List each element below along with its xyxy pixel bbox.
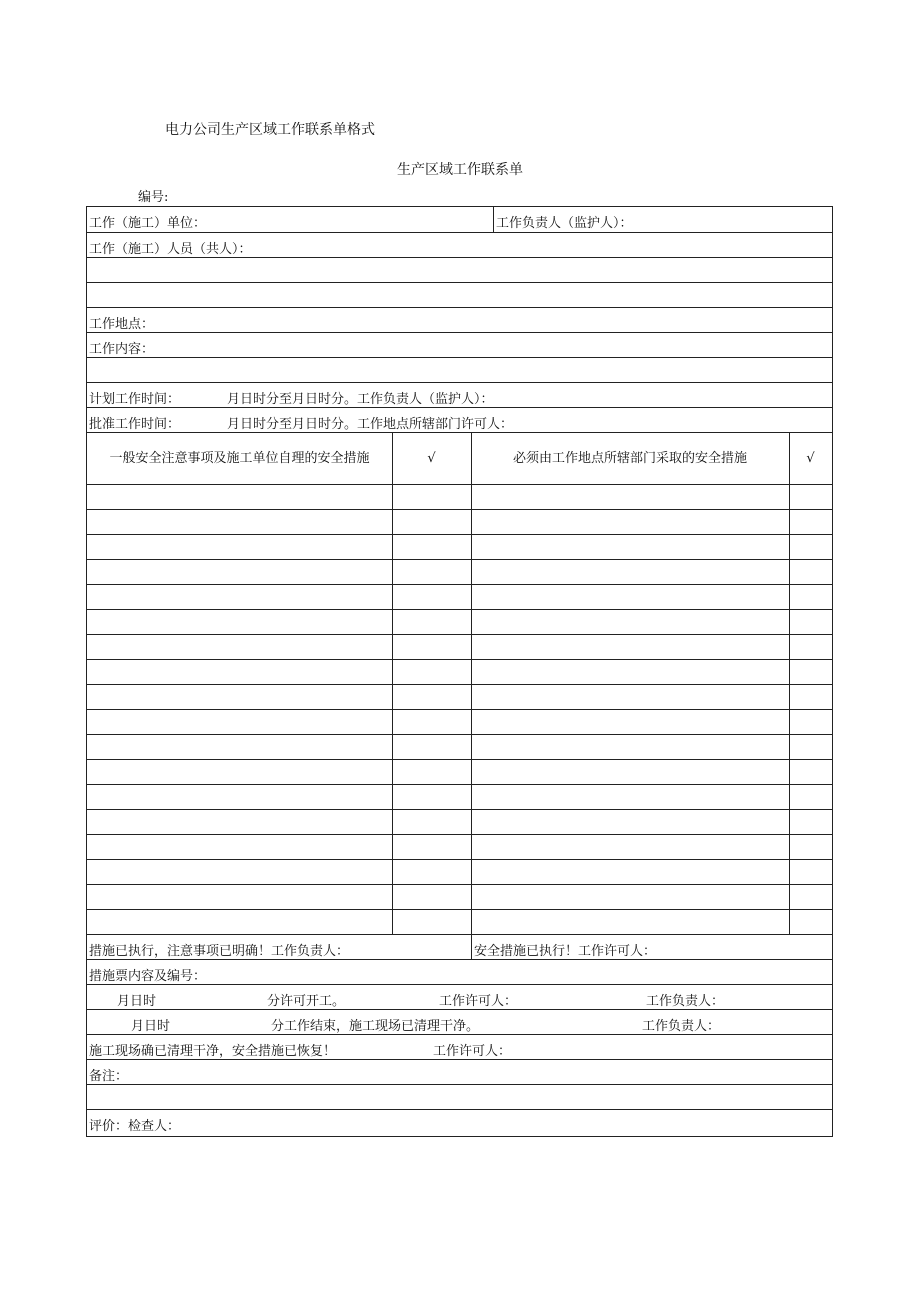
check-cell-1[interactable] [392,910,471,934]
blank-row[interactable] [86,358,833,383]
remark-row [86,1060,833,1085]
department-measure-cell[interactable] [471,785,789,809]
measure-row [86,585,833,610]
plan-time-label: 计划工作时间： [89,392,181,407]
check-cell-2[interactable] [789,535,832,559]
check-cell-1[interactable] [392,785,471,809]
department-measure-cell[interactable] [471,610,789,634]
content-row [86,333,833,358]
check-cell-1[interactable] [392,860,471,884]
department-measure-cell[interactable] [471,910,789,934]
measure-row [86,685,833,710]
check-cell-1[interactable] [392,510,471,534]
general-measure-cell[interactable] [87,635,392,659]
check-cell-2[interactable] [789,585,832,609]
measure-row [86,535,833,560]
department-measure-cell[interactable] [471,710,789,734]
check-cell-1[interactable] [392,760,471,784]
measure-row [86,635,833,660]
check-cell-2[interactable] [789,885,832,909]
general-measure-cell[interactable] [87,760,392,784]
check-header-2: √ [806,450,815,466]
general-measure-cell[interactable] [87,510,392,534]
department-measure-cell[interactable] [471,510,789,534]
start-leader[interactable]: 工作负责人： [646,994,725,1009]
start-time[interactable]: 月日时 [117,994,157,1009]
general-measure-cell[interactable] [87,735,392,759]
department-measure-cell[interactable] [471,660,789,684]
general-measure-cell[interactable] [87,785,392,809]
measures-header [86,433,833,485]
ticket-row [86,960,833,985]
approve-time-value[interactable]: 月日时分至月日时分。工作地点所辖部门许可人： [227,417,514,432]
general-measure-cell[interactable] [87,835,392,859]
measure-row [86,735,833,760]
measure-row [86,510,833,535]
check-cell-2[interactable] [789,685,832,709]
content-field[interactable]: 工作内容： [89,342,155,357]
start-permit-text: 分许可开工。 [267,994,346,1009]
staff-row [86,233,833,258]
plan-time-row [86,383,833,408]
execution-confirm-right[interactable]: 安全措施已执行！工作许可人： [474,944,657,959]
check-cell-1[interactable] [392,735,471,759]
department-measure-cell[interactable] [471,810,789,834]
check-cell-2[interactable] [789,785,832,809]
check-cell-1[interactable] [392,560,471,584]
start-permitter[interactable]: 工作许可人： [439,994,518,1009]
check-cell-2[interactable] [789,860,832,884]
general-measure-cell[interactable] [87,810,392,834]
check-cell-2[interactable] [789,610,832,634]
form-title: 生产区域工作联系单 [397,162,523,178]
measure-row [86,560,833,585]
check-cell-1[interactable] [392,685,471,709]
check-cell-2[interactable] [789,660,832,684]
measure-row [86,910,833,935]
department-measure-cell[interactable] [471,735,789,759]
general-measure-cell[interactable] [87,585,392,609]
department-measure-cell[interactable] [471,885,789,909]
end-leader[interactable]: 工作负责人： [642,1019,721,1034]
department-measure-cell[interactable] [471,635,789,659]
staff-field[interactable]: 工作（施工）人员（共人）： [89,242,252,257]
measure-row [86,885,833,910]
unit-row [86,206,833,233]
general-measure-cell[interactable] [87,710,392,734]
blank-row[interactable] [86,1085,833,1110]
general-measure-cell[interactable] [87,885,392,909]
check-cell-2[interactable] [789,635,832,659]
department-measures-header: 必须由工作地点所辖部门采取的安全措施 [512,450,747,466]
department-measure-cell[interactable] [471,835,789,859]
evaluation-field[interactable]: 评价：检查人： [89,1119,181,1134]
restore-row [86,1035,833,1060]
general-measure-cell[interactable] [87,685,392,709]
location-row [86,308,833,333]
general-measure-cell[interactable] [87,610,392,634]
evaluation-row [86,1110,833,1137]
general-measure-cell[interactable] [87,485,392,509]
department-measure-cell[interactable] [471,685,789,709]
ticket-field[interactable]: 措施票内容及编号： [89,969,207,984]
execution-row [86,935,833,960]
general-measure-cell[interactable] [87,560,392,584]
measure-row [86,610,833,635]
check-cell-1[interactable] [392,710,471,734]
blank-row[interactable] [86,283,833,308]
check-cell-1[interactable] [392,810,471,834]
check-cell-2[interactable] [789,810,832,834]
restore-permitter[interactable]: 工作许可人： [433,1044,512,1059]
department-measure-cell[interactable] [471,560,789,584]
measure-row [86,760,833,785]
check-cell-2[interactable] [789,910,832,934]
check-cell-2[interactable] [789,510,832,534]
leader-field[interactable]: 工作负责人（监护人）： [496,216,633,231]
measure-row [86,810,833,835]
check-cell-2[interactable] [789,485,832,509]
general-measure-cell[interactable] [87,910,392,934]
work-contact-form [86,206,833,1137]
plan-time-value[interactable]: 月日时分至月日时分。工作负责人（监护人）： [227,392,494,407]
serial-number-label: 编号: [138,190,169,205]
check-cell-1[interactable] [392,635,471,659]
check-cell-2[interactable] [789,710,832,734]
general-measures-header: 一般安全注意事项及施工单位自理的安全措施 [109,450,370,466]
department-measure-cell[interactable] [471,485,789,509]
check-cell-2[interactable] [789,760,832,784]
check-cell-2[interactable] [789,835,832,859]
general-measure-cell[interactable] [87,860,392,884]
end-work-row [86,1010,833,1035]
department-measure-cell[interactable] [471,760,789,784]
check-cell-1[interactable] [392,660,471,684]
measure-row [86,860,833,885]
general-measure-cell[interactable] [87,660,392,684]
check-cell-2[interactable] [789,560,832,584]
check-cell-1[interactable] [392,585,471,609]
restore-text: 施工现场确已清理干净，安全措施已恢复！ [89,1044,337,1059]
department-measure-cell[interactable] [471,585,789,609]
end-time[interactable]: 月日时 [131,1019,171,1034]
measure-row [86,835,833,860]
check-header-1: √ [427,450,436,466]
measure-row [86,485,833,510]
approve-time-label: 批准工作时间： [89,417,181,432]
check-cell-1[interactable] [392,885,471,909]
start-work-row [86,985,833,1010]
measure-row [86,710,833,735]
check-cell-1[interactable] [392,485,471,509]
location-field[interactable]: 工作地点： [89,317,155,332]
check-cell-2[interactable] [789,735,832,759]
execution-confirm-left[interactable]: 措施已执行，注意事项已明确！工作负责人： [89,944,350,959]
check-cell-1[interactable] [392,535,471,559]
general-measure-cell[interactable] [87,535,392,559]
unit-field[interactable]: 工作（施工）单位： [89,216,207,231]
remark-field[interactable]: 备注： [89,1069,129,1084]
document-title: 电力公司生产区域工作联系单格式 [165,122,375,138]
department-measure-cell[interactable] [471,860,789,884]
measure-row [86,660,833,685]
approve-time-row [86,408,833,433]
check-cell-1[interactable] [392,835,471,859]
check-cell-1[interactable] [392,610,471,634]
end-work-text: 分工作结束，施工现场已清理干净。 [271,1019,480,1034]
blank-row[interactable] [86,258,833,283]
department-measure-cell[interactable] [471,535,789,559]
measure-row [86,785,833,810]
